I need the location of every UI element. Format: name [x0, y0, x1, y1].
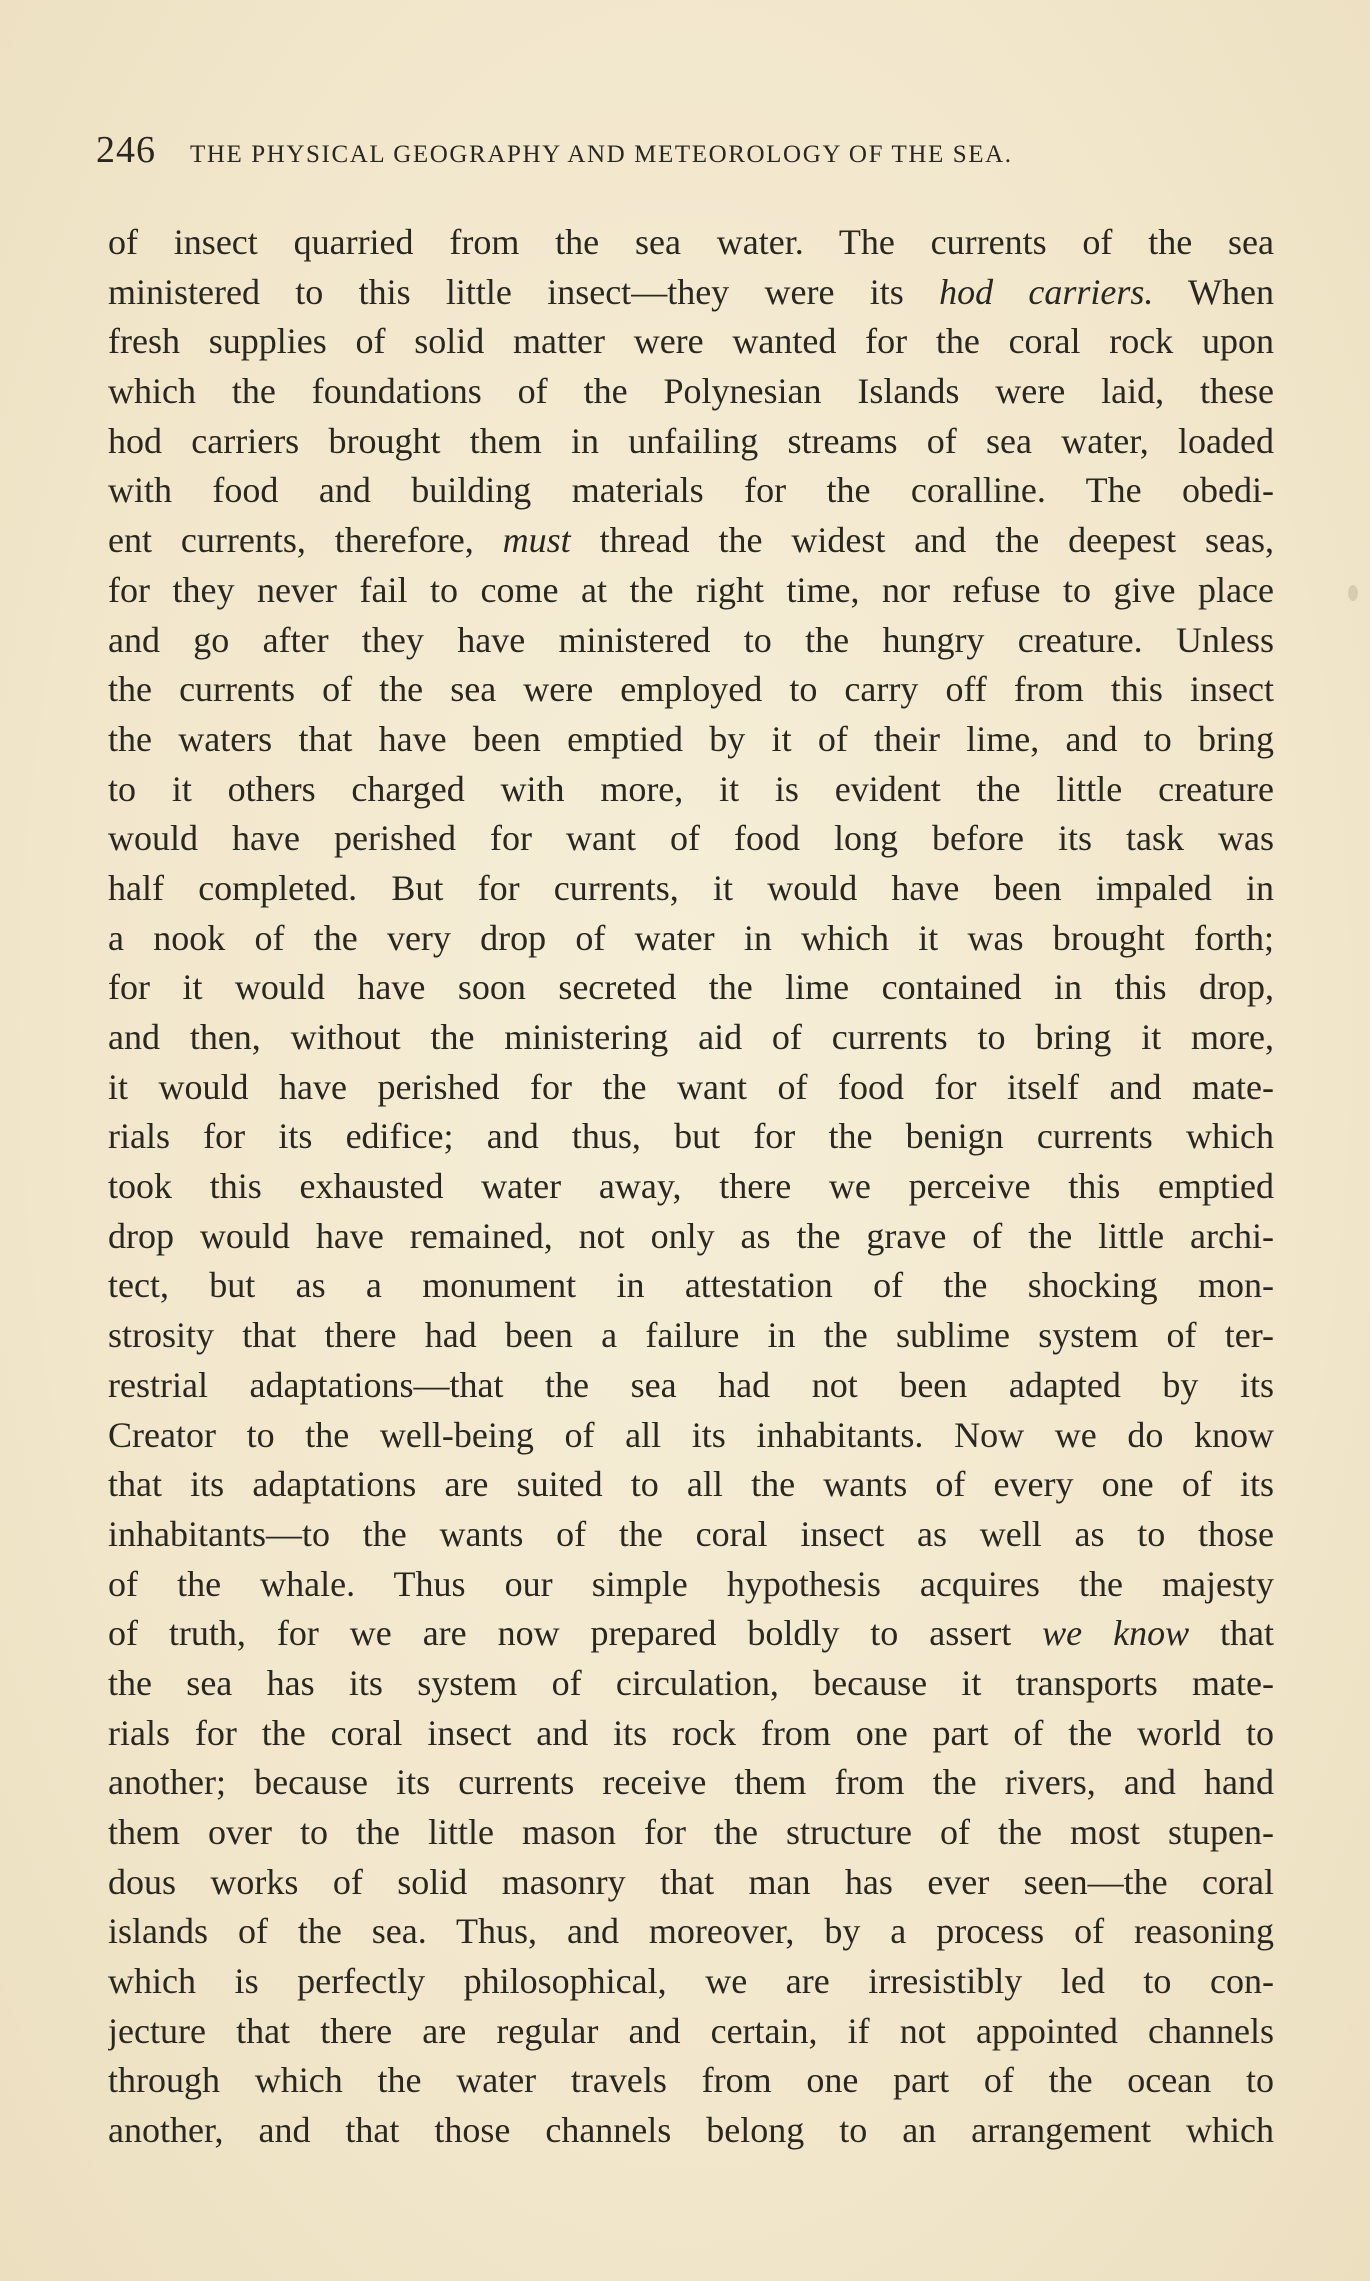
text-line-content — [108, 620, 1274, 660]
page-header — [96, 128, 1276, 188]
text-line-content — [108, 1166, 1274, 1206]
text-line — [108, 1411, 1274, 1461]
text-line-content — [108, 272, 1274, 312]
line-text: tect, but as a monument in attestation of the shocking mon- — [108, 1265, 1274, 1306]
line-text: another; because its currents receive them from the rivers, and hand — [108, 1762, 1274, 1803]
text-line — [108, 1808, 1274, 1858]
text-line — [108, 1957, 1274, 2007]
text-line-content — [108, 719, 1274, 759]
line-text: fresh supplies of solid matter were wanted for the coral rock upon — [108, 321, 1274, 362]
italic-text: we know — [1042, 1613, 1190, 1654]
text-line — [108, 1112, 1274, 1162]
line-text: the waters that have been emptied by it of their lime, and to bring — [108, 718, 1274, 759]
text-line — [108, 1609, 1274, 1659]
line-text: rials for its edifice; and thus, but for the benign currents which — [108, 1116, 1274, 1157]
text-line — [108, 1758, 1274, 1808]
text-line — [108, 1162, 1274, 1212]
text-line-content — [108, 520, 1274, 560]
text-line — [108, 1659, 1274, 1709]
line-text: of truth, for we are now prepared boldly to assert — [108, 1613, 1043, 1654]
line-text: another, and that those channels belong to an arrangement which — [108, 2110, 1274, 2151]
running-title: THE PHYSICAL GEOGRAPHY AND METEOROLOGY OF THE SEA. — [190, 141, 1013, 168]
text-line — [108, 516, 1274, 566]
text-line — [108, 1560, 1274, 1610]
text-line-content — [108, 1116, 1274, 1156]
text-line — [108, 616, 1274, 666]
text-line-content — [108, 1265, 1274, 1305]
line-text: ministered to this little insect—they were its — [108, 271, 940, 312]
line-text: drop would have remained, not only as the grave of the little archi- — [108, 1215, 1274, 1256]
text-line-content — [108, 2060, 1274, 2100]
line-text: the currents of the sea were employed to carry off from this insect — [108, 669, 1274, 710]
line-text: inhabitants—to the wants of the coral insect as well as to those — [108, 1513, 1274, 1554]
text-line-content — [108, 1862, 1274, 1902]
italic-text: hod carriers. — [939, 271, 1154, 312]
line-text: jecture that there are regular and certain, if not appointed channels — [108, 2010, 1274, 2051]
text-line — [108, 665, 1274, 715]
text-line-content — [108, 570, 1274, 610]
line-text: with food and building materials for the coralline. The obedi- — [108, 470, 1274, 511]
line-text: and then, without the ministering aid of currents to bring it more, — [108, 1017, 1274, 1057]
text-line-content — [108, 1415, 1274, 1455]
line-text: half completed. But for currents, it would have been impaled in — [108, 867, 1274, 908]
text-line — [108, 268, 1274, 318]
line-text: which is perfectly philosophical, we are irresistibly led to con- — [108, 1961, 1274, 2002]
line-text: that its adaptations are suited to all the wants of every one of its — [108, 1464, 1274, 1505]
text-line — [108, 1858, 1274, 1908]
text-line — [108, 1013, 1274, 1063]
paper-stain — [1348, 585, 1358, 601]
line-text: which the foundations of the Polynesian Islands were laid, these — [108, 371, 1274, 412]
text-line — [108, 1907, 1274, 1957]
line-text: a nook of the very drop of water in which it was brought forth; — [108, 917, 1274, 958]
text-line — [108, 317, 1274, 367]
line-text: that — [1189, 1613, 1274, 1654]
line-text: and go after they have ministered to the hungry creature. Unless — [108, 619, 1274, 660]
line-text: to it others charged with more, it is evident the little creature — [108, 768, 1274, 809]
text-line-content — [108, 1762, 1274, 1802]
line-text: islands of the sea. Thus, and moreover, by a process of reasoning — [108, 1911, 1274, 1952]
line-text: hod carriers brought them in unfailing streams of sea water, loaded — [108, 420, 1274, 461]
text-line-content — [108, 1365, 1274, 1405]
text-line — [108, 814, 1274, 864]
text-line-content — [108, 2011, 1274, 2051]
line-text: took this exhausted water away, there we perceive this emptied — [108, 1166, 1274, 1207]
line-text: the sea has its system of circulation, because it transports mate- — [108, 1662, 1274, 1703]
text-line — [108, 765, 1274, 815]
text-line-content — [108, 669, 1274, 709]
text-line — [108, 417, 1274, 467]
text-line-content — [108, 1564, 1274, 1604]
text-line — [108, 715, 1274, 765]
text-line-content — [108, 222, 1274, 262]
page-number: 246 — [96, 129, 156, 171]
line-text: strosity that there had been a failure in the sublime system of ter- — [108, 1315, 1274, 1356]
text-line-content — [108, 1911, 1274, 1951]
text-line — [108, 1460, 1274, 1510]
line-text: restrial adaptations—that the sea had not been adapted by its — [108, 1364, 1274, 1405]
text-line — [108, 2007, 1274, 2057]
text-line-content — [108, 470, 1274, 510]
text-line — [108, 1311, 1274, 1361]
text-line — [108, 1212, 1274, 1262]
text-line — [108, 367, 1274, 417]
line-text: for they never fail to come at the right time, nor refuse to give place — [108, 569, 1274, 610]
text-line-content — [108, 1067, 1274, 1107]
text-line — [108, 1709, 1274, 1759]
text-line — [108, 2056, 1274, 2106]
text-line-content — [108, 2110, 1274, 2150]
text-line-content — [108, 371, 1274, 411]
text-line-content — [108, 1713, 1274, 1753]
text-line-content — [108, 1017, 1274, 1057]
text-line-content — [108, 1514, 1274, 1554]
text-line-content — [108, 1812, 1274, 1852]
text-line — [108, 963, 1274, 1013]
line-text: would have perished for want of food long before its task was — [108, 818, 1274, 859]
text-line — [108, 1063, 1274, 1113]
text-line — [108, 1261, 1274, 1311]
text-line-content — [108, 421, 1274, 461]
line-text: of the whale. Thus our simple hypothesis acquires the majesty — [108, 1563, 1274, 1604]
body-text — [108, 218, 1274, 2156]
text-line-content — [108, 1961, 1274, 2001]
text-line-content — [108, 818, 1274, 858]
text-line — [108, 466, 1274, 516]
line-text: When — [1153, 271, 1274, 312]
italic-text: must — [502, 520, 571, 561]
line-text: Creator to the well-being of all its inhabitants. Now we do know — [108, 1414, 1274, 1455]
line-text: rials for the coral insect and its rock from one part of the world to — [108, 1712, 1274, 1753]
line-text: it would have perished for the want of food for itself and mate- — [108, 1066, 1274, 1107]
text-line-content — [108, 868, 1274, 908]
text-line — [108, 218, 1274, 268]
text-line — [108, 914, 1274, 964]
text-line — [108, 864, 1274, 914]
line-text: thread the widest and the deepest seas, — [570, 520, 1274, 561]
text-line-content — [108, 1216, 1274, 1256]
text-line-content — [108, 1464, 1274, 1504]
text-line-content — [108, 769, 1274, 809]
line-text: of insect quarried from the sea water. The currents of the sea — [108, 222, 1274, 262]
text-line — [108, 2106, 1274, 2156]
line-text: through which the water travels from one part of the ocean to — [108, 2060, 1274, 2101]
line-text: them over to the little mason for the structure of the most stupen- — [108, 1812, 1274, 1852]
text-line — [108, 1361, 1274, 1411]
line-text: ent currents, therefore, — [108, 520, 503, 561]
text-line-content — [108, 1613, 1274, 1653]
text-line-content — [108, 967, 1274, 1007]
text-line-content — [108, 918, 1274, 958]
text-line-content — [108, 1315, 1274, 1355]
text-line-content — [108, 1663, 1274, 1703]
text-line — [108, 1510, 1274, 1560]
text-line-content — [108, 321, 1274, 361]
line-text: for it would have soon secreted the lime contained in this drop, — [108, 967, 1274, 1008]
text-line — [108, 566, 1274, 616]
line-text: dous works of solid masonry that man has ever seen—the coral — [108, 1861, 1274, 1902]
